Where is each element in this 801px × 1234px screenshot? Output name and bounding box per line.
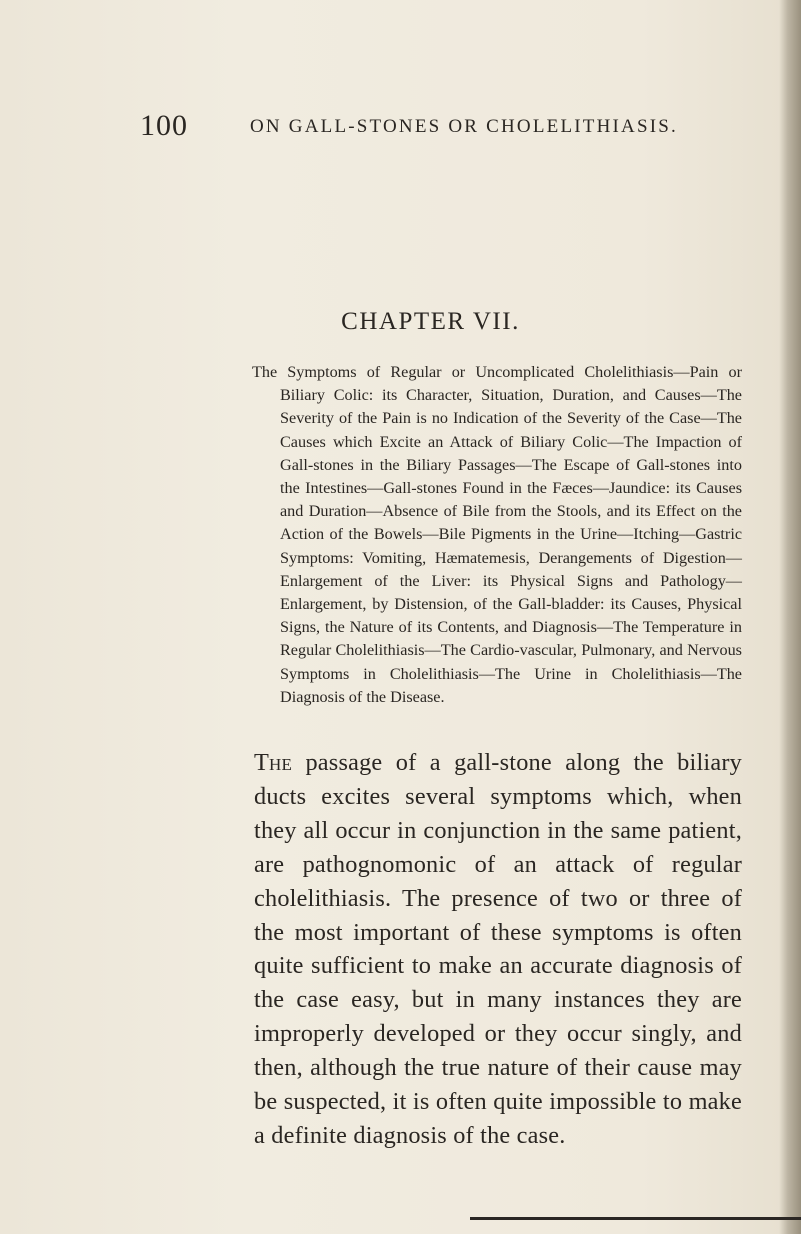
chapter-synopsis: The Symptoms of Regular or Uncomplicated Cholelithiasis—Pain or Biliary Colic: its Character, Situation, Duration, and Causes—The Severity of the Pain is no Indication of the Severity of the Case—The Causes which Excite an Attack of Biliary Colic—The Impaction of Gall-stones in the Biliary Passages—The Escape of Gall-stones into the Intestines—Gall-stones Found in the Fæces—Jaundice: its Causes and Duration—Absence of Bile from the Stools, and its Effect on the Action of the Bowels—Bile Pigments in the Urine—Itching—Gastric Symptoms: Vomiting, Hæmatemesis, Derangements of Digestion—Enlargement of the Liver: its Physical Signs and Pathology—Enlargement, by Distension, of the Gall-bladder: its Causes, Physical Signs, the Nature of its Contents, and Diagnosis—The Temperature in Regular Cholelithiasis—The Cardio-vascular, Pulmonary, and Nervous Symptoms in Cholelithiasis—The Urine in Cholelithiasis—The Diagnosis of the Disease. <box>252 363 742 706</box>
paragraph-text: passage of a gall-stone along the biliary ducts excites several symptoms which, when they all occur in conjunction in the same patient, are pathognomonic of an attack of regular cholelithiasis. The presence of two or three of the most important of these symptoms is often quite sufficient to make an accurate diagnosis of the case easy, but in many instances they are improperly developed or they occur singly, and then, although the true nature of their cause may be suspected, it is often quite impossible to make a definite diagnosis of the case. <box>254 749 742 1149</box>
running-head <box>140 109 700 149</box>
page-bottom-edge <box>470 1217 801 1220</box>
page-number: 100 <box>140 109 188 142</box>
chapter-heading: CHAPTER VII. <box>341 308 520 335</box>
page-edge-shadow <box>779 0 801 1234</box>
paragraph-lead-word: The <box>254 749 293 776</box>
body-paragraph <box>254 746 742 1153</box>
running-title: ON GALL-STONES OR CHOLELITHIASIS. <box>250 116 678 137</box>
